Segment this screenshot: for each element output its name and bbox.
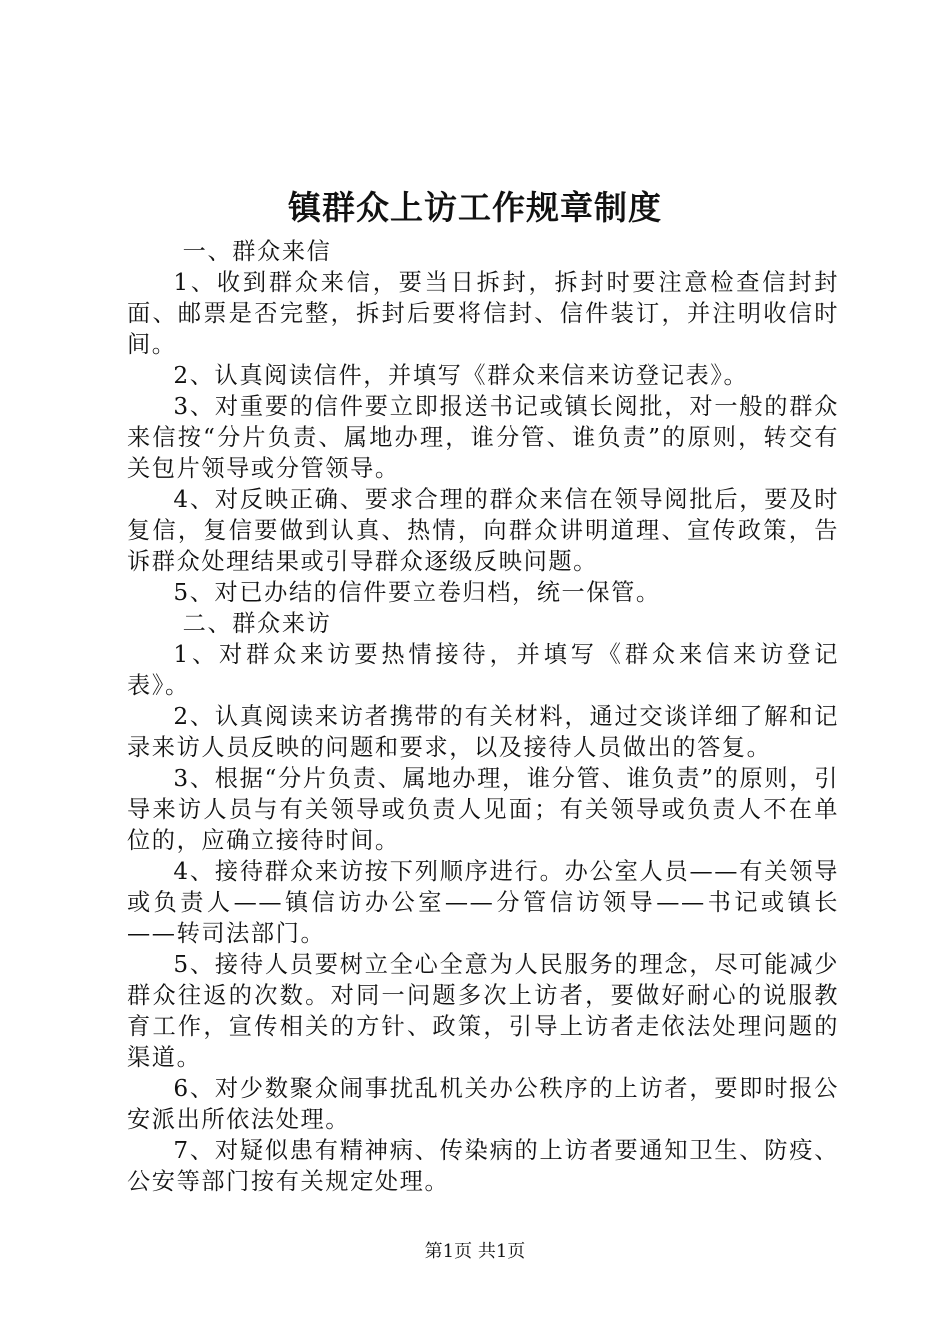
paragraph: 3、根据“分片负责、属地办理，谁分管、谁负责”的原则，引导来访人员与有关领导或负责人见面；有关领导或负责人不在单位的，应确立接待时间。 [127,765,839,854]
paragraph: 7、对疑似患有精神病、传染病的上访者要通知卫生、防疫、公安等部门按有关规定处理。 [127,1137,839,1195]
section-visits [127,608,839,1197]
paragraph: 5、接待人员要树立全心全意为人民服务的理念，尽可能减少群众往返的次数。对同一问题多次上访者，要做好耐心的说服教育工作，宣传相关的方针、政策，引导上访者走依法处理问题的渠道。 [127,951,839,1071]
paragraph: 5、对已办结的信件要立卷归档，统一保管。 [173,579,661,606]
paragraph: 4、对反映正确、要求合理的群众来信在领导阅批后，要及时复信，复信要做到认真、热情，向群众讲明道理、宣传政策，告诉群众处理结果或引导群众逐级反映问题。 [127,486,839,575]
paragraph: 2、认真阅读信件，并填写《群众来信来访登记表》。 [173,362,749,389]
paragraph: 1、对群众来访要热情接待，并填写《群众来信来访登记表》。 [127,641,839,699]
paragraph: 3、对重要的信件要立即报送书记或镇长阅批，对一般的群众来信按“分片负责、属地办理，谁分管、谁负责”的原则，转交有关包片领导或分管领导。 [127,393,839,482]
page-footer: 第1页 共1页 [424,1241,526,1262]
paragraph: 4、接待群众来访按下列顺序进行。办公室人员——有关领导或负责人——镇信访办公室——分管信访领导——书记或镇长——转司法部门。 [127,858,839,947]
document-title: 镇群众上访工作规章制度 [288,188,662,227]
document-body [127,236,839,1197]
section-heading: 二、群众来访 [182,610,332,637]
paragraph: 6、对少数聚众闹事扰乱机关办公秩序的上访者，要即时报公安派出所依法处理。 [127,1075,839,1133]
paragraph: 2、认真阅读来访者携带的有关材料，通过交谈详细了解和记录来访人员反映的问题和要求，以及接待人员做出的答复。 [127,703,839,761]
paragraph: 1、收到群众来信，要当日拆封，拆封时要注意检查信封封面、邮票是否完整，拆封后要将信封、信件装订，并注明收信时间。 [127,269,839,358]
section-letters [127,236,839,608]
section-heading: 一、群众来信 [182,238,332,265]
